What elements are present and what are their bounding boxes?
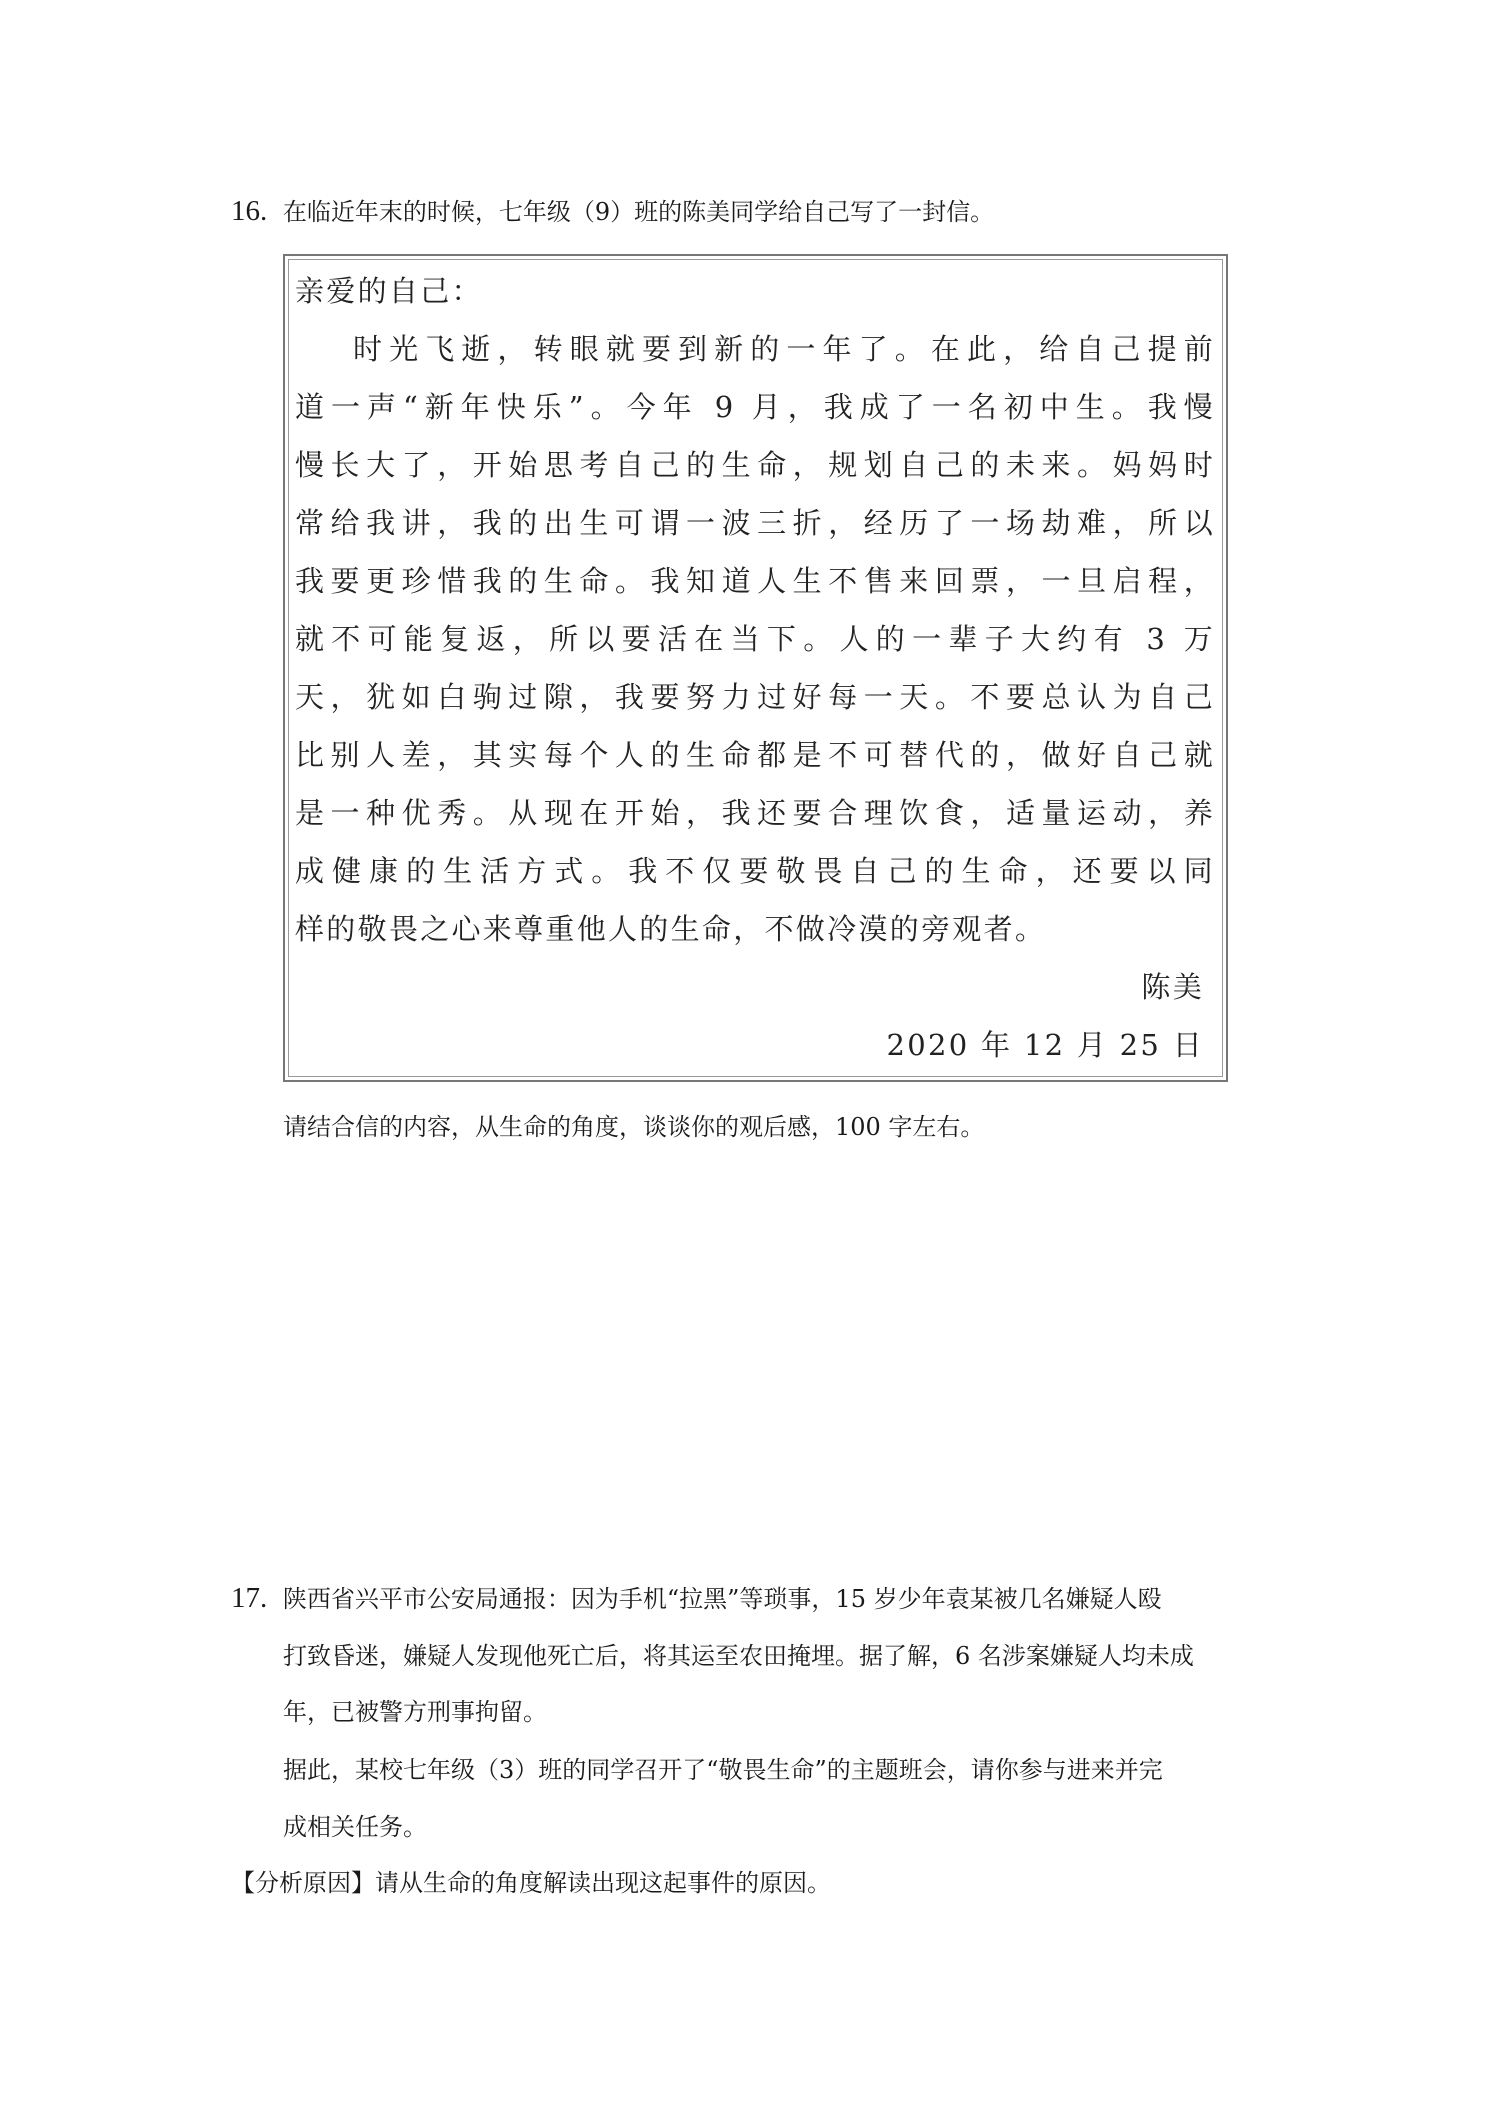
letter-line: 天，犹如白驹过隙，我要努力过好每一天。不要总认为自己 bbox=[295, 680, 1215, 714]
letter-line: 是一种优秀。从现在开始，我还要合理饮食，适量运动，养 bbox=[295, 796, 1215, 830]
letter-line: 比别人差，其实每个人的生命都是不可替代的，做好自己就 bbox=[295, 738, 1215, 772]
question-16-number: 16. bbox=[231, 195, 268, 227]
question-16-prompt: 请结合信的内容，从生命的角度，谈谈你的观后感，100 字左右。 bbox=[283, 1113, 985, 1141]
letter-greeting: 亲爱的自己： bbox=[295, 274, 483, 308]
question-17-text: 打致昏迷，嫌疑人发现他死亡后，将其运至农田掩埋。据了解，6 名涉案嫌疑人均未成 bbox=[283, 1642, 1194, 1670]
letter-line: 成健康的生活方式。我不仅要敬畏自己的生命，还要以同 bbox=[295, 854, 1215, 888]
letter-box bbox=[283, 254, 1228, 1082]
question-17-text: 成相关任务。 bbox=[283, 1813, 427, 1841]
question-16-intro: 在临近年末的时候，七年级（9）班的陈美同学给自己写了一封信。 bbox=[282, 198, 995, 226]
question-17-line bbox=[231, 1583, 1162, 1614]
letter-date: 2020 年 12 月 25 日 bbox=[886, 1028, 1204, 1062]
question-17-text: 年，已被警方刑事拘留。 bbox=[283, 1698, 547, 1726]
letter-line: 常给我讲，我的出生可谓一波三折，经历了一场劫难，所以 bbox=[295, 506, 1215, 540]
letter-line: 我要更珍惜我的生命。我知道人生不售来回票，一旦启程， bbox=[295, 564, 1215, 598]
letter-signature: 陈美 bbox=[1141, 970, 1204, 1004]
letter-line: 慢长大了，开始思考自己的生命，规划自己的未来。妈妈时 bbox=[295, 448, 1215, 482]
question-17-text: 陕西省兴平市公安局通报：因为手机“拉黑”等琐事，15 岁少年袁某被几名嫌疑人殴 bbox=[282, 1585, 1162, 1613]
question-17-text: 据此，某校七年级（3）班的同学召开了“敬畏生命”的主题班会，请你参与进来并完 bbox=[283, 1756, 1163, 1784]
letter-line: 道一声“新年快乐”。今年 9 月，我成了一名初中生。我慢 bbox=[295, 390, 1215, 424]
question-16-intro-line bbox=[231, 196, 994, 227]
letter-line: 就不可能复返，所以要活在当下。人的一辈子大约有 3 万 bbox=[295, 622, 1215, 656]
letter-line: 时光飞逝，转眼就要到新的一年了。在此，给自己提前 bbox=[353, 332, 1215, 366]
letter-line: 样的敬畏之心来尊重他人的生命，不做冷漠的旁观者。 bbox=[295, 912, 1047, 946]
question-17-task: 【分析原因】请从生命的角度解读出现这起事件的原因。 bbox=[231, 1869, 831, 1897]
question-17-number: 17. bbox=[231, 1582, 268, 1614]
